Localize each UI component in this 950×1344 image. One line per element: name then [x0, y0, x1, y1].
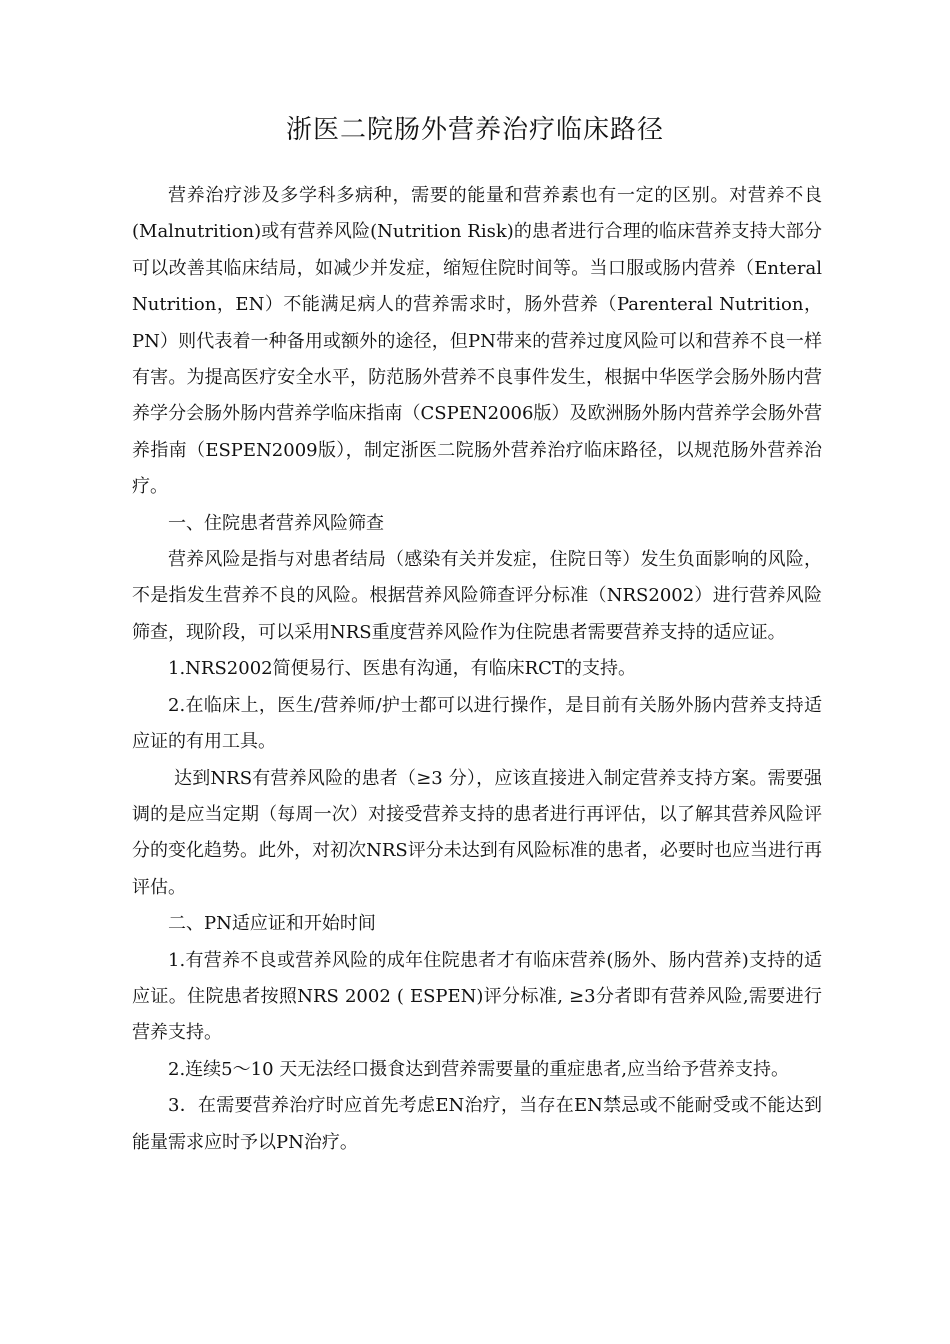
section-heading-1: 一、住院患者营养风险筛查 — [168, 512, 384, 534]
pn-indication-item-2: 2.连续5～10 天无法经口摄食达到营养需要量的重症患者,应当给予营养支持。 — [168, 1058, 789, 1080]
document-body — [132, 178, 822, 1161]
section-heading-2: 二、PN适应证和开始时间 — [168, 913, 376, 935]
paragraph-nutrition-risk: 营养风险是指与对患者结局（感染有关并发症，住院日等）发生负面影响的风险，不是指发生营养不良的风险。根据营养风险筛查评分标准（NRS2002）进行营养风险筛查，现阶段，可以采用NRS重度营养风险作为住院患者需要营养支持的适应证。 — [132, 549, 822, 643]
list-item-2: 2.在临床上，医生/营养师/护士都可以进行操作，是目前有关肠外肠内营养支持适应证的有用工具。 — [132, 694, 822, 753]
document-title: 浙医二院肠外营养治疗临床路径 — [285, 115, 664, 145]
intro-paragraph: 营养治疗涉及多学科多病种，需要的能量和营养素也有一定的区别。对营养不良(Malnutrition)或有营养风险(Nutrition Risk)的患者进行合理的临床营养支持大部分可以改善其临床结局，如减少并发症，缩短住院时间等。当口服或肠内营养（Enteral Nutrition，EN）不能满足病人的营养需求时，肠外营养（Parenteral Nutrition，PN）则代表着一种备用或额外的途径，但PN带来的营养过度风险可以和营养不良一样有害。为提高医疗安全水平，防范肠外营养不良事件发生，根据中华医学会肠外肠内营养学分会肠外肠内营养学临床指南（CSPEN2006版）及欧洲肠外肠内营养学会肠外营养指南（ESPEN2009版），制定浙医二院肠外营养治疗临床路径，以规范肠外营养治疗。 — [132, 185, 822, 498]
pn-indication-item-3: 3．在需要营养治疗时应首先考虑EN治疗，当存在EN禁忌或不能耐受或不能达到能量需求应时予以PN治疗。 — [132, 1095, 822, 1153]
paragraph-reassessment: 达到NRS有营养风险的患者（≥3 分），应该直接进入制定营养支持方案。需要强调的是应当定期（每周一次）对接受营养支持的患者进行再评估，以了解其营养风险评分的变化趋势。此外，对初次NRS评分未达到有风险标准的患者，必要时也应当进行再评估。 — [132, 767, 822, 898]
list-item-1: 1.NRS2002简便易行、医患有沟通，有临床RCT的支持。 — [168, 658, 636, 680]
pn-indication-item-1: 1.有营养不良或营养风险的成年住院患者才有临床营养(肠外、肠内营养)支持的适应证。住院患者按照NRS 2002 ( ESPEN)评分标准, ≥3分者即有营养风险,需要进行营养支持。 — [132, 949, 822, 1044]
